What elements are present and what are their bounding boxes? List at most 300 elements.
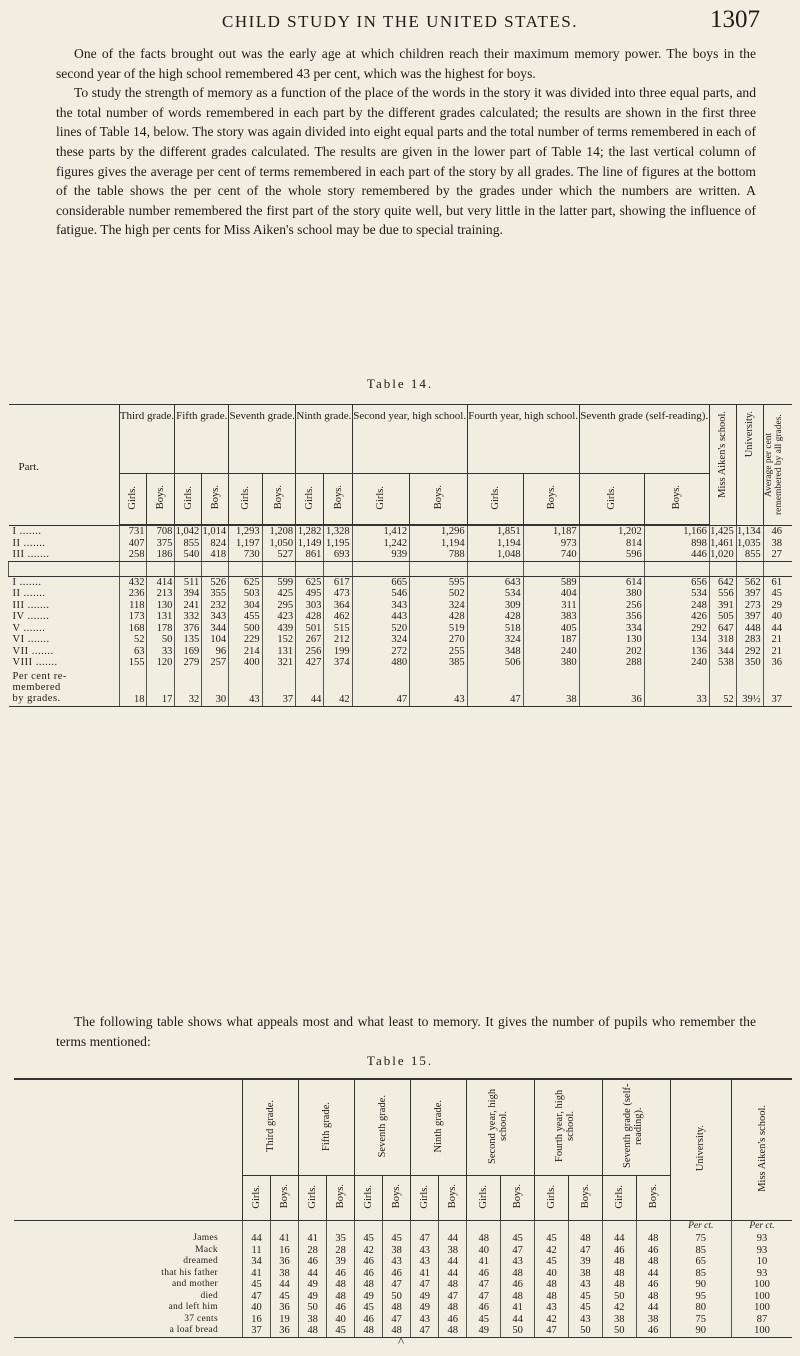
page-number: 1307 xyxy=(710,6,760,33)
table-cell: 47 xyxy=(535,1325,569,1337)
aiken-header-cell xyxy=(732,1079,792,1221)
girls-header: Girls. xyxy=(478,1184,490,1209)
per-cent-label-line: by grades. xyxy=(12,692,61,704)
table-cell: 343 xyxy=(202,611,229,623)
table-cell: 898 xyxy=(644,538,709,550)
average-header: Average per cent remembered by all grades. xyxy=(763,414,784,516)
table-cell: 61 xyxy=(763,576,792,588)
table-cell: 48 xyxy=(602,1268,636,1280)
table-cell: 455 xyxy=(229,611,263,623)
row-label-text: VI xyxy=(12,634,25,645)
table-cell: 1,187 xyxy=(523,525,579,538)
table-cell: 134 xyxy=(644,634,709,646)
table-cell: 173 xyxy=(119,611,147,623)
table-cell: 47 xyxy=(411,1279,439,1291)
table-cell: 973 xyxy=(523,538,579,550)
table-cell: 1,282 xyxy=(296,525,324,538)
row-label-text: II xyxy=(12,588,21,599)
table-cell: 44 xyxy=(636,1302,670,1314)
table-cell: 295 xyxy=(262,600,296,612)
table-cell: 861 xyxy=(296,549,324,561)
table-cell: 131 xyxy=(147,611,175,623)
group-header: Fifth grade. xyxy=(175,405,229,474)
group-header: Fifth grade. xyxy=(321,1101,333,1151)
table-cell: 502 xyxy=(410,588,468,600)
table-cell: 448 xyxy=(736,623,763,635)
per-cent-label-line: membered xyxy=(12,681,61,693)
table-cell: 515 xyxy=(324,623,352,635)
table-cell: 130 xyxy=(147,600,175,612)
table-cell: 599 xyxy=(262,576,296,588)
group-header: Fourth year, high school. xyxy=(467,405,579,474)
table-cell: 186 xyxy=(147,549,175,561)
table-cell: 428 xyxy=(410,611,468,623)
sex-header-cell xyxy=(355,1176,383,1221)
table-cell: 43 xyxy=(535,1302,569,1314)
table-cell: 643 xyxy=(467,576,523,588)
table-cell: 462 xyxy=(324,611,352,623)
sex-header-cell xyxy=(602,1176,636,1221)
per-cent-cell: 39½ xyxy=(736,669,763,707)
table-cell: 288 xyxy=(579,657,644,669)
table-cell: 355 xyxy=(202,588,229,600)
table-cell: 44 xyxy=(243,1233,271,1245)
sex-header-cell xyxy=(467,474,523,526)
table-cell: 100 xyxy=(732,1325,792,1337)
table-cell: 518 xyxy=(467,623,523,635)
table-cell: 187 xyxy=(523,634,579,646)
table-cell: 596 xyxy=(579,549,644,561)
table-cell: 44 xyxy=(636,1268,670,1280)
running-title: CHILD STUDY IN THE UNITED STATES. xyxy=(221,12,578,31)
gap-cell xyxy=(736,561,763,576)
table-cell: 324 xyxy=(467,634,523,646)
blank-cell xyxy=(383,1221,411,1234)
per-cent-cell: 47 xyxy=(467,669,523,707)
table-cell: 45 xyxy=(243,1279,271,1291)
table-cell: 43 xyxy=(568,1314,602,1326)
table-cell: 1,208 xyxy=(262,525,296,538)
table-cell: 270 xyxy=(410,634,468,646)
table-cell: 48 xyxy=(568,1233,602,1245)
table-cell: 562 xyxy=(736,576,763,588)
per-cent-cell: 47 xyxy=(352,669,410,707)
gap-cell xyxy=(410,561,468,576)
row-label: II ....... xyxy=(12,537,46,549)
table-cell: 511 xyxy=(175,576,202,588)
table-cell: 1,296 xyxy=(410,525,468,538)
girls-header: Girls. xyxy=(182,485,194,510)
table-row xyxy=(9,525,793,538)
table-cell: 45 xyxy=(383,1233,411,1245)
table-cell: 1,194 xyxy=(467,538,523,550)
table-cell: 48 xyxy=(355,1325,383,1337)
sex-header-cell xyxy=(535,1176,569,1221)
table-row xyxy=(9,611,793,623)
group-header-cell xyxy=(602,1079,670,1176)
table-cell: 38 xyxy=(636,1314,670,1326)
row-label-text: III xyxy=(12,549,25,560)
girls-header: Girls. xyxy=(489,485,501,510)
table-cell: 1,134 xyxy=(736,525,763,538)
table-cell: 614 xyxy=(579,576,644,588)
per-cent-cell: 43 xyxy=(410,669,468,707)
table-cell: 40 xyxy=(535,1268,569,1280)
table-cell: 48 xyxy=(327,1291,355,1303)
group-header: Second year, high school. xyxy=(352,405,467,474)
gap-cell xyxy=(324,561,352,576)
table-cell: 426 xyxy=(644,611,709,623)
table-cell: 380 xyxy=(523,657,579,669)
blank-cell xyxy=(636,1221,670,1234)
table-cell: 95 xyxy=(670,1291,732,1303)
table-cell: 35 xyxy=(327,1233,355,1245)
table-cell: 46 xyxy=(763,525,792,538)
sex-header-cell xyxy=(410,474,468,526)
gap-cell xyxy=(9,561,120,576)
table-cell: 46 xyxy=(636,1279,670,1291)
group-header-cell xyxy=(299,1079,355,1176)
table-cell: 1,197 xyxy=(229,538,263,550)
table-cell: 28 xyxy=(327,1245,355,1257)
table-cell: 376 xyxy=(175,623,202,635)
sex-header-cell xyxy=(327,1176,355,1221)
table-cell: 46 xyxy=(383,1268,411,1280)
table-cell: 43 xyxy=(501,1256,535,1268)
table-cell: 304 xyxy=(229,600,263,612)
per-ct-label: Per ct. xyxy=(732,1221,792,1234)
table-cell: 527 xyxy=(262,549,296,561)
row-label: IV ....... xyxy=(12,611,50,622)
table-cell: 1,293 xyxy=(229,525,263,538)
table-cell: 443 xyxy=(352,611,410,623)
table-cell: 47 xyxy=(383,1314,411,1326)
table-cell: 33 xyxy=(147,646,175,658)
table-cell: 93 xyxy=(732,1245,792,1257)
girls-header: Girls. xyxy=(606,485,618,510)
blank-cell xyxy=(14,1221,243,1234)
table-cell: 540 xyxy=(175,549,202,561)
table-cell: 100 xyxy=(732,1302,792,1314)
boys-header: Boys. xyxy=(447,1184,459,1209)
table-cell: 120 xyxy=(147,657,175,669)
table-cell: 47 xyxy=(568,1245,602,1257)
table-cell: 45 xyxy=(535,1256,569,1268)
table-cell: 538 xyxy=(709,657,736,669)
table-cell: 49 xyxy=(355,1291,383,1303)
table-cell: 48 xyxy=(602,1279,636,1291)
table-cell: 41 xyxy=(501,1302,535,1314)
group-header-cell xyxy=(467,1079,535,1176)
table-cell: 87 xyxy=(732,1314,792,1326)
table-cell: 42 xyxy=(535,1314,569,1326)
table-cell: 473 xyxy=(324,588,352,600)
table-cell: 318 xyxy=(709,634,736,646)
per-ct-row xyxy=(14,1221,792,1234)
row-label-text: I xyxy=(12,525,17,537)
running-head xyxy=(0,6,800,40)
table-cell: 38 xyxy=(568,1268,602,1280)
gap-cell xyxy=(147,561,175,576)
table-cell: 38 xyxy=(299,1314,327,1326)
table-cell: 90 xyxy=(670,1279,732,1291)
per-cent-cell: 30 xyxy=(202,669,229,707)
table-cell: 1,202 xyxy=(579,525,644,538)
paragraph-following-table: The following table shows what appeals most and what least to memory. It gives the number of pupils who remember the terms mentioned: xyxy=(56,1014,756,1049)
table-cell: 44 xyxy=(501,1314,535,1326)
per-cent-row xyxy=(9,669,793,707)
table-cell: 589 xyxy=(523,576,579,588)
table-cell: 36 xyxy=(271,1256,299,1268)
table-cell: 693 xyxy=(324,549,352,561)
table-cell: 38 xyxy=(271,1268,299,1280)
term-label: that his father xyxy=(161,1267,218,1278)
table-cell: 39 xyxy=(568,1256,602,1268)
boys-header: Boys. xyxy=(279,1184,291,1209)
table-cell: 273 xyxy=(736,600,763,612)
girls-header: Girls. xyxy=(251,1184,263,1209)
table-cell: 439 xyxy=(262,623,296,635)
table-15-caption: Table 15. xyxy=(366,1053,434,1068)
per-cent-cell: 37 xyxy=(763,669,792,707)
table-cell: 42 xyxy=(535,1245,569,1257)
gap-cell xyxy=(523,561,579,576)
table-cell: 446 xyxy=(644,549,709,561)
table-cell: 423 xyxy=(262,611,296,623)
table-cell: 48 xyxy=(467,1233,501,1245)
row-label: VII ....... xyxy=(12,645,54,657)
girls-header: Girls. xyxy=(419,1184,431,1209)
table-cell: 47 xyxy=(243,1291,271,1303)
sex-header-cell xyxy=(523,474,579,526)
table-15 xyxy=(14,1078,792,1338)
table-cell: 36 xyxy=(271,1302,299,1314)
table-cell: 45 xyxy=(535,1233,569,1245)
table-cell: 334 xyxy=(579,623,644,635)
gap-cell xyxy=(175,561,202,576)
girls-header: Girls. xyxy=(239,485,251,510)
per-cent-cell: 36 xyxy=(579,669,644,707)
table-cell: 213 xyxy=(147,588,175,600)
table-cell: 50 xyxy=(383,1291,411,1303)
table-cell: 404 xyxy=(523,588,579,600)
table-cell: 534 xyxy=(644,588,709,600)
sex-header-cell xyxy=(262,474,296,526)
table-cell: 41 xyxy=(271,1233,299,1245)
sex-header-cell xyxy=(439,1176,467,1221)
group-header: Third grade. xyxy=(265,1100,277,1152)
table-cell: 131 xyxy=(262,646,296,658)
table-cell: 104 xyxy=(202,634,229,646)
aiken-header: Miss Aiken's school. xyxy=(756,1105,768,1192)
table-cell: 505 xyxy=(709,611,736,623)
per-cent-cell: 43 xyxy=(229,669,263,707)
table-cell: 47 xyxy=(383,1279,411,1291)
table-14-eight-part-rows xyxy=(9,576,793,706)
table-cell: 38 xyxy=(763,538,792,550)
table-cell: 418 xyxy=(202,549,229,561)
per-ct-label: Per ct. xyxy=(670,1221,732,1234)
table-cell: 501 xyxy=(296,623,324,635)
sex-header-cell xyxy=(467,1176,501,1221)
table-cell: 85 xyxy=(670,1245,732,1257)
table-cell: 814 xyxy=(579,538,644,550)
gap-cell xyxy=(579,561,644,576)
table-cell: 267 xyxy=(296,634,324,646)
blank-cell xyxy=(467,1221,501,1234)
boys-header: Boys. xyxy=(671,485,683,510)
table-14-three-part-rows xyxy=(9,525,793,576)
table-cell: 855 xyxy=(736,549,763,561)
table-cell: 397 xyxy=(736,611,763,623)
table-cell: 324 xyxy=(410,600,468,612)
sex-header-cell xyxy=(147,474,175,526)
footer-mark: ^ xyxy=(398,1334,405,1349)
table-row xyxy=(9,600,793,612)
body-paragraph-1 xyxy=(56,44,756,240)
table-cell: 135 xyxy=(175,634,202,646)
girls-header: Girls. xyxy=(613,1184,625,1209)
gap-cell xyxy=(352,561,410,576)
table-14 xyxy=(8,404,792,707)
table-cell: 344 xyxy=(709,646,736,658)
table-cell: 520 xyxy=(352,623,410,635)
table-cell: 43 xyxy=(411,1314,439,1326)
table-cell: 256 xyxy=(579,600,644,612)
table-cell: 45 xyxy=(355,1302,383,1314)
table-15-group-header xyxy=(14,1079,792,1176)
sex-header-cell xyxy=(202,474,229,526)
table-cell: 47 xyxy=(501,1245,535,1257)
table-cell: 500 xyxy=(229,623,263,635)
table-row xyxy=(9,623,793,635)
table-cell: 46 xyxy=(602,1245,636,1257)
table-cell: 44 xyxy=(439,1233,467,1245)
table-cell: 136 xyxy=(644,646,709,658)
table-cell: 1,461 xyxy=(709,538,736,550)
table-cell: 46 xyxy=(636,1245,670,1257)
sex-header-cell xyxy=(411,1176,439,1221)
gap-cell xyxy=(763,561,792,576)
per-cent-cell: 44 xyxy=(296,669,324,707)
table-cell: 48 xyxy=(501,1291,535,1303)
term-label: dreamed xyxy=(183,1256,218,1266)
table-cell: 642 xyxy=(709,576,736,588)
table-cell: 400 xyxy=(229,657,263,669)
row-label: I ....... xyxy=(12,576,42,588)
table-cell: 43 xyxy=(411,1245,439,1257)
table-cell: 47 xyxy=(467,1291,501,1303)
table-cell: 1,020 xyxy=(709,549,736,561)
table-cell: 292 xyxy=(644,623,709,635)
table-cell: 332 xyxy=(175,611,202,623)
table-cell: 1,195 xyxy=(324,538,352,550)
term-label: a loaf bread xyxy=(14,1325,243,1337)
row-label: V ....... xyxy=(12,622,46,634)
table-cell: 36 xyxy=(763,657,792,669)
table-cell: 63 xyxy=(119,646,147,658)
table-cell: 45 xyxy=(568,1302,602,1314)
table-cell: 41 xyxy=(411,1268,439,1280)
blank-cell xyxy=(602,1221,636,1234)
row-label-text: I xyxy=(12,576,17,588)
table-cell: 480 xyxy=(352,657,410,669)
aiken-header-cell xyxy=(709,405,736,526)
table-14-caption: Table 14. xyxy=(366,376,434,391)
sex-header-cell xyxy=(243,1176,271,1221)
table-cell: 1,328 xyxy=(324,525,352,538)
table-cell: 214 xyxy=(229,646,263,658)
term-label: and mother xyxy=(171,1279,218,1289)
blank-cell xyxy=(243,1221,271,1234)
group-header: Seventh grade (self-reading). xyxy=(579,405,709,474)
row-label: I ....... xyxy=(12,525,42,537)
table-cell: 16 xyxy=(271,1245,299,1257)
table-cell: 46 xyxy=(467,1302,501,1314)
table-row xyxy=(14,1314,792,1326)
table-cell: 46 xyxy=(636,1325,670,1337)
group-header: Ninth grade. xyxy=(433,1099,445,1153)
table-cell: 272 xyxy=(352,646,410,658)
row-label: III ....... xyxy=(9,549,120,561)
table-14-sex-header xyxy=(9,474,793,526)
boys-header: Boys. xyxy=(155,485,167,510)
table-cell: 46 xyxy=(467,1268,501,1280)
table-cell: 38 xyxy=(602,1314,636,1326)
blank-cell xyxy=(327,1221,355,1234)
table-cell: 48 xyxy=(439,1302,467,1314)
table-cell: 255 xyxy=(410,646,468,658)
table-cell: 47 xyxy=(411,1325,439,1337)
table-cell: 28 xyxy=(299,1245,327,1257)
sex-header-cell xyxy=(175,474,202,526)
table-cell: 503 xyxy=(229,588,263,600)
table-cell: 48 xyxy=(439,1325,467,1337)
table-cell: 256 xyxy=(296,646,324,658)
table-cell: 556 xyxy=(709,588,736,600)
table-cell: 130 xyxy=(579,634,644,646)
boys-header: Boys. xyxy=(432,485,444,510)
table-cell: 279 xyxy=(175,657,202,669)
boys-header: Boys. xyxy=(579,1184,591,1209)
table-cell: 48 xyxy=(383,1302,411,1314)
table-cell: 407 xyxy=(119,538,147,550)
table-cell: 383 xyxy=(523,611,579,623)
table-cell: 311 xyxy=(523,600,579,612)
sex-header-cell xyxy=(568,1176,602,1221)
table-cell: 47 xyxy=(439,1291,467,1303)
table-cell: 38 xyxy=(383,1245,411,1257)
table-cell: 625 xyxy=(296,576,324,588)
table-cell: 647 xyxy=(709,623,736,635)
per-cent-cell: 18 xyxy=(119,669,147,707)
sex-header-cell xyxy=(383,1176,411,1221)
table-cell: 45 xyxy=(327,1325,355,1337)
per-cent-label-line: Per cent re- xyxy=(12,670,67,682)
table-cell: 364 xyxy=(324,600,352,612)
table-row xyxy=(9,646,793,658)
group-header: Ninth grade. xyxy=(296,405,353,474)
table-cell: 428 xyxy=(296,611,324,623)
table-cell: 48 xyxy=(636,1233,670,1245)
table-cell: 1,050 xyxy=(262,538,296,550)
sex-header-cell xyxy=(119,474,147,526)
blank-cell xyxy=(271,1221,299,1234)
table-cell: 45 xyxy=(467,1314,501,1326)
table-cell: 730 xyxy=(229,549,263,561)
table-cell: 90 xyxy=(670,1325,732,1337)
row-label-text: V xyxy=(12,622,21,634)
